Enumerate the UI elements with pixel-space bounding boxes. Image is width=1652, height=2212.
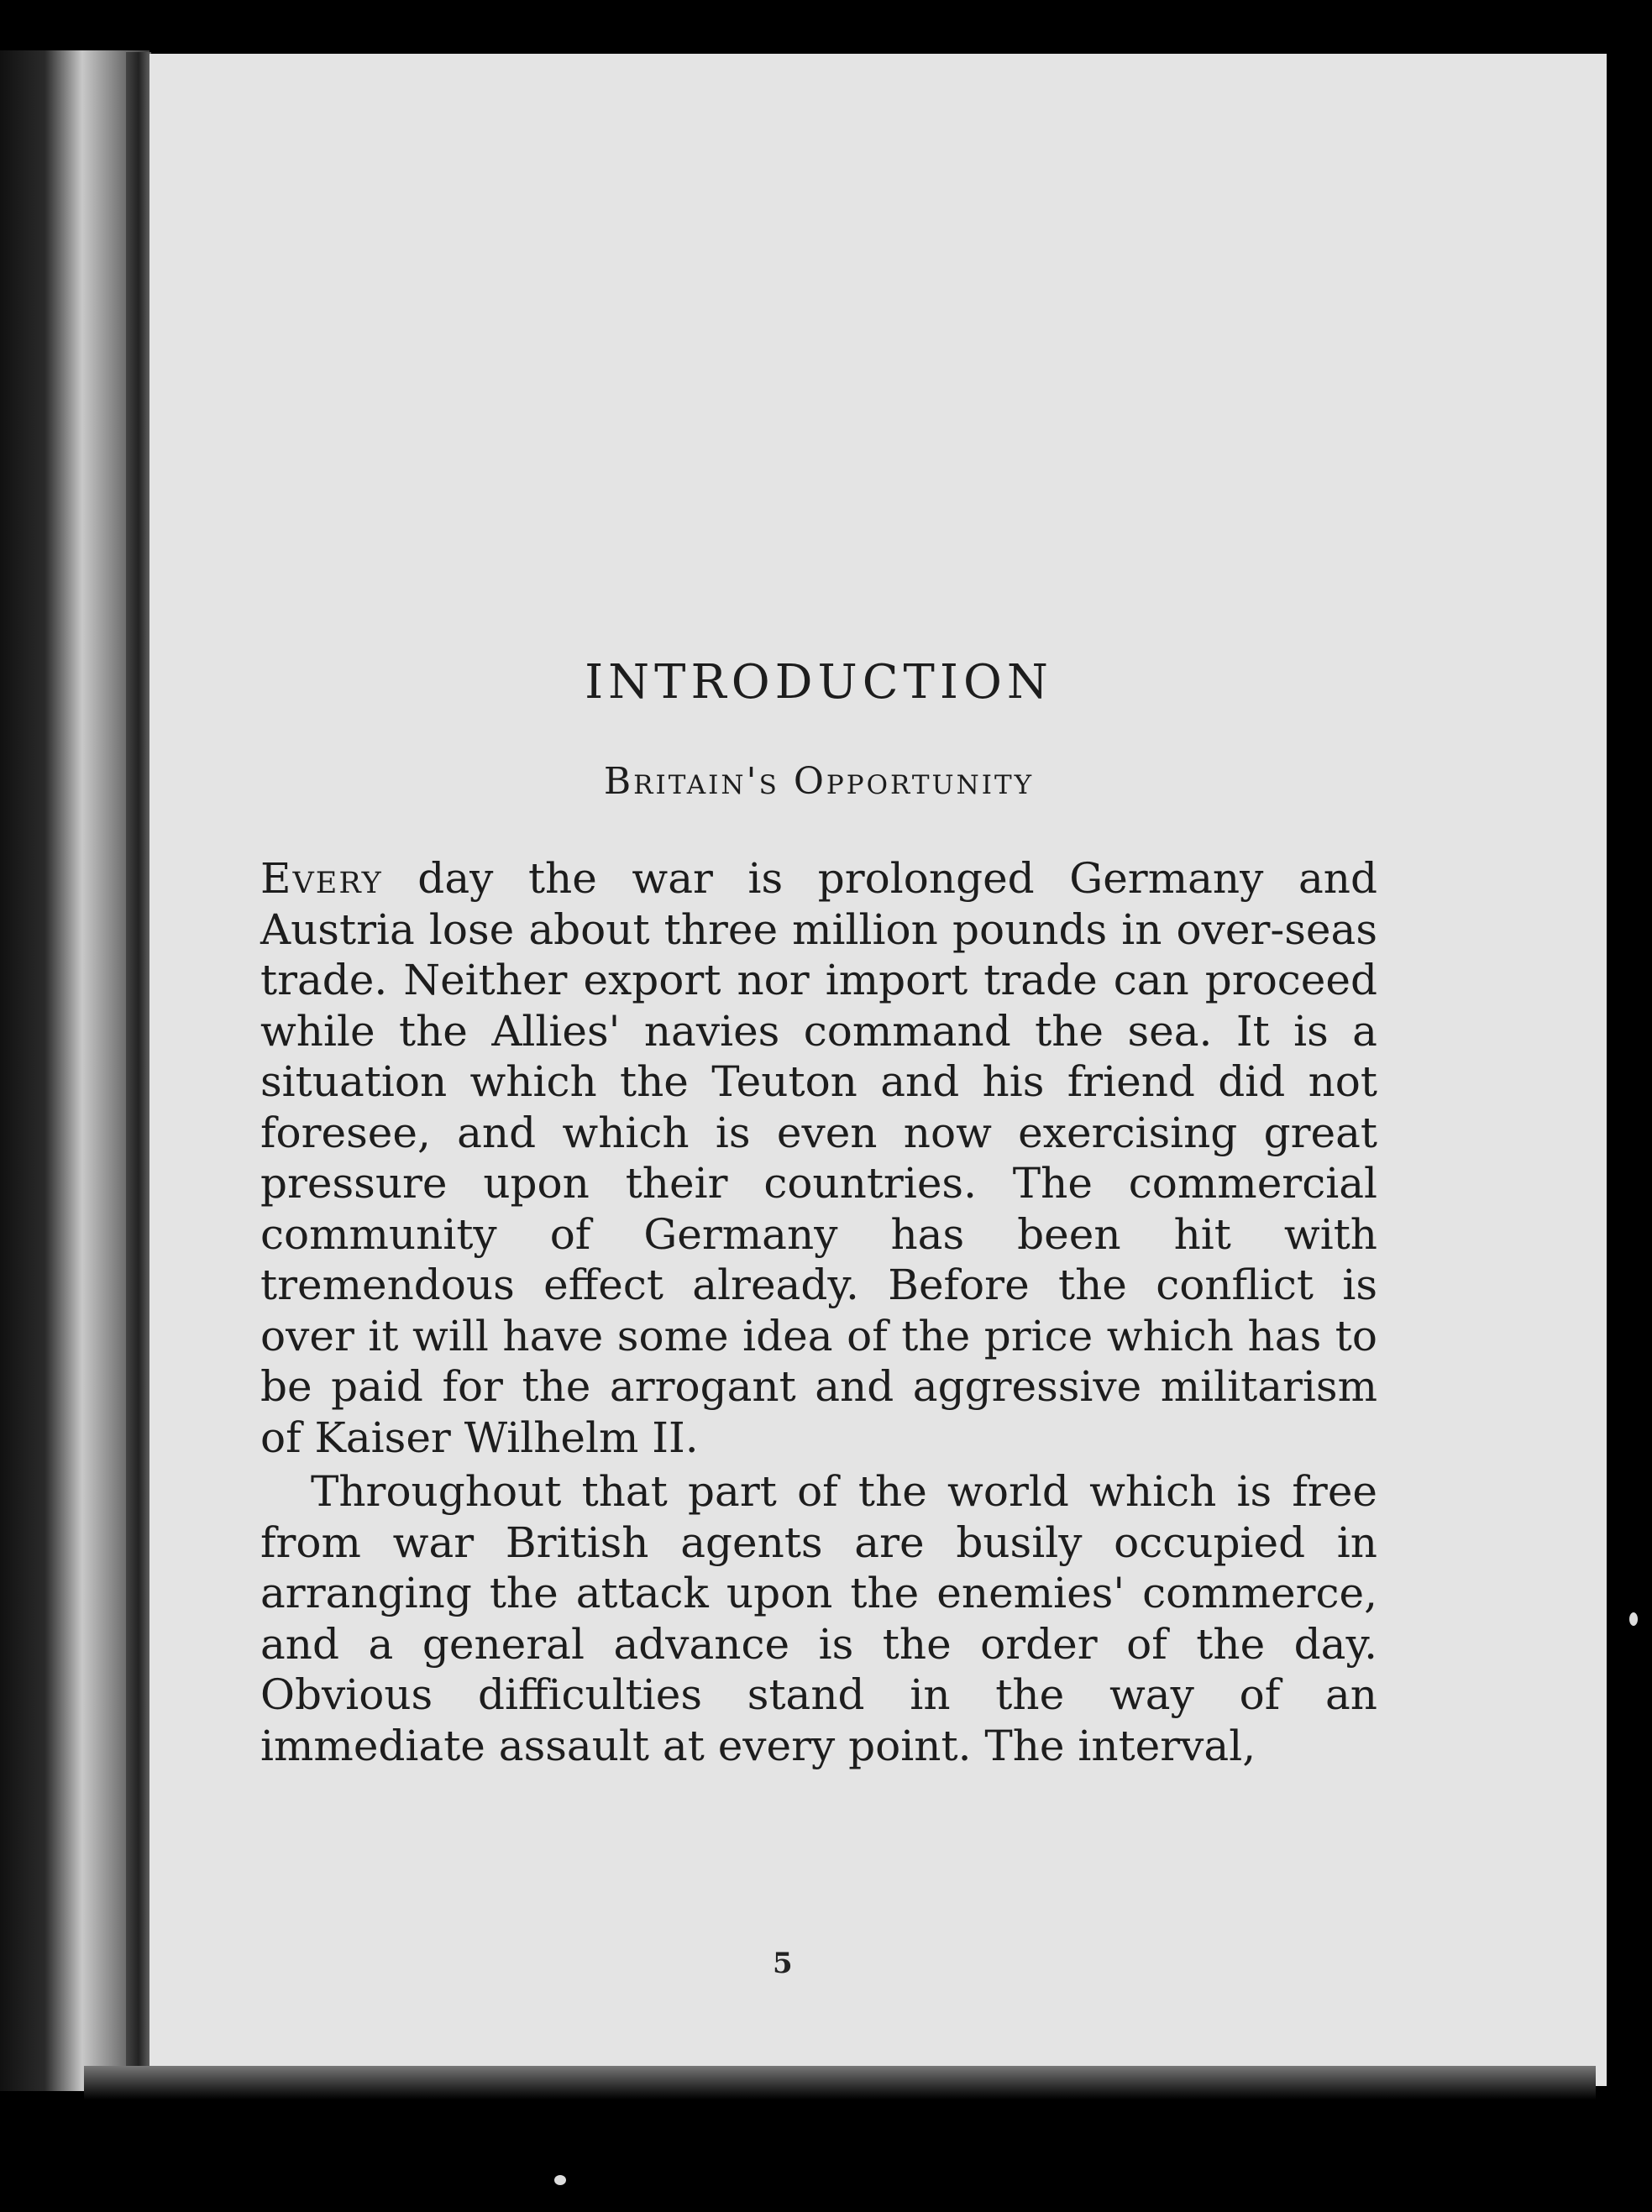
chapter-subtitle: Britain's Opportunity — [603, 760, 1035, 803]
book-binding — [126, 52, 151, 2089]
paragraph-1 — [260, 853, 1377, 1463]
page-bottom-shadow — [84, 2066, 1596, 2099]
paragraph-2: Throughout that part of the world which is free from war British agents are busily occupied in arranging the attack upon the enemies' commerce, and a general advance is the order of the day. Obvious difficulties stand in the way of an immediate assault at every point. The interval, — [260, 1467, 1377, 1770]
page-content — [260, 655, 1377, 1771]
paragraph-text: day the war is prolonged Germany and Austria lose about three million pounds in over-seas trade. Neither export nor import trade can proceed while the Allies' navies command the sea. It is a situation which the Teuton and his friend did not foresee, and which is even now exercising great pressure upon their countries. The commercial community of Germany has been hit with tremendous effect already. Before the conflict is over it will have some idea of the price which has to be paid for the arrogant and aggressive militarism of Kaiser Wilhelm II. — [260, 854, 1377, 1462]
dust-speck — [1629, 1612, 1638, 1626]
dust-speck — [554, 2175, 566, 2185]
chapter-title: INTRODUCTION — [585, 655, 1053, 710]
page-number: 5 — [773, 1947, 793, 1980]
paragraph-lead-word: Every — [260, 854, 383, 903]
